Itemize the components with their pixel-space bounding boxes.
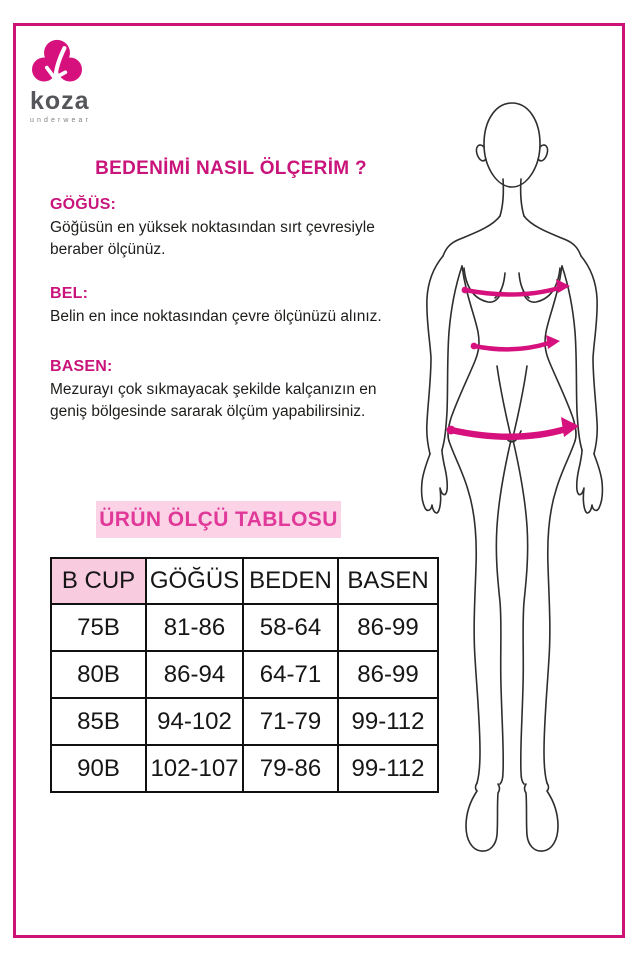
section-bel	[50, 285, 412, 328]
bust-measure-arrow	[462, 279, 570, 295]
logo-wordmark: koza	[30, 87, 90, 115]
hip-measure-arrow	[447, 417, 579, 437]
koza-logo	[30, 38, 110, 124]
section-basen-text: Mezurayı çok sıkmayacak şekilde kalçanızın en geniş bölgesinde sararak ölçüm yapabilirsiniz.	[50, 381, 377, 420]
column-header-basen: BASEN	[338, 558, 438, 604]
cell-beden: 71-79	[243, 698, 338, 745]
column-header-bcup: B CUP	[51, 558, 146, 604]
table-row	[51, 698, 438, 745]
section-basen-label: BASEN:	[50, 358, 113, 376]
table-row	[51, 745, 438, 792]
column-header-beden: BEDEN	[243, 558, 338, 604]
section-gogus-text: Göğüsün en yüksek noktasından sırt çevresiyle beraber ölçünüz.	[50, 219, 375, 258]
cell-basen: 86-99	[338, 604, 438, 651]
guide-title: BEDENİMİ NASIL ÖLÇERİM ?	[95, 158, 367, 179]
cell-beden: 58-64	[243, 604, 338, 651]
body-measurement-figure	[420, 100, 625, 852]
cell-basen: 86-99	[338, 651, 438, 698]
section-bel-text: Belin en ince noktasından çevre ölçünüzü alınız.	[50, 308, 382, 326]
cell-gogus: 94-102	[146, 698, 243, 745]
cell-gogus: 102-107	[146, 745, 243, 792]
cell-size: 90B	[51, 745, 146, 792]
cell-size: 85B	[51, 698, 146, 745]
measurement-guide	[50, 158, 412, 447]
waist-measure-arrow	[471, 335, 560, 349]
section-bel-label: BEL:	[50, 285, 89, 303]
section-gogus	[50, 196, 412, 260]
table-row	[51, 651, 438, 698]
size-table-heading: ÜRÜN ÖLÇÜ TABLOSU	[96, 501, 341, 538]
cell-gogus: 86-94	[146, 651, 243, 698]
cell-beden: 64-71	[243, 651, 338, 698]
section-basen	[50, 358, 412, 422]
figure-outline	[422, 103, 603, 851]
table-row	[51, 604, 438, 651]
size-table	[50, 557, 439, 793]
cell-size: 75B	[51, 604, 146, 651]
size-table-header-row	[51, 558, 438, 604]
section-gogus-label: GÖĞÜS:	[50, 196, 117, 213]
column-header-gogus: GÖĞÜS	[146, 558, 243, 604]
cell-gogus: 81-86	[146, 604, 243, 651]
cocoon-trefoil-icon	[31, 38, 83, 88]
logo-tagline: underwear	[30, 117, 91, 124]
cell-basen: 99-112	[338, 745, 438, 792]
cell-basen: 99-112	[338, 698, 438, 745]
cell-size: 80B	[51, 651, 146, 698]
cell-beden: 79-86	[243, 745, 338, 792]
